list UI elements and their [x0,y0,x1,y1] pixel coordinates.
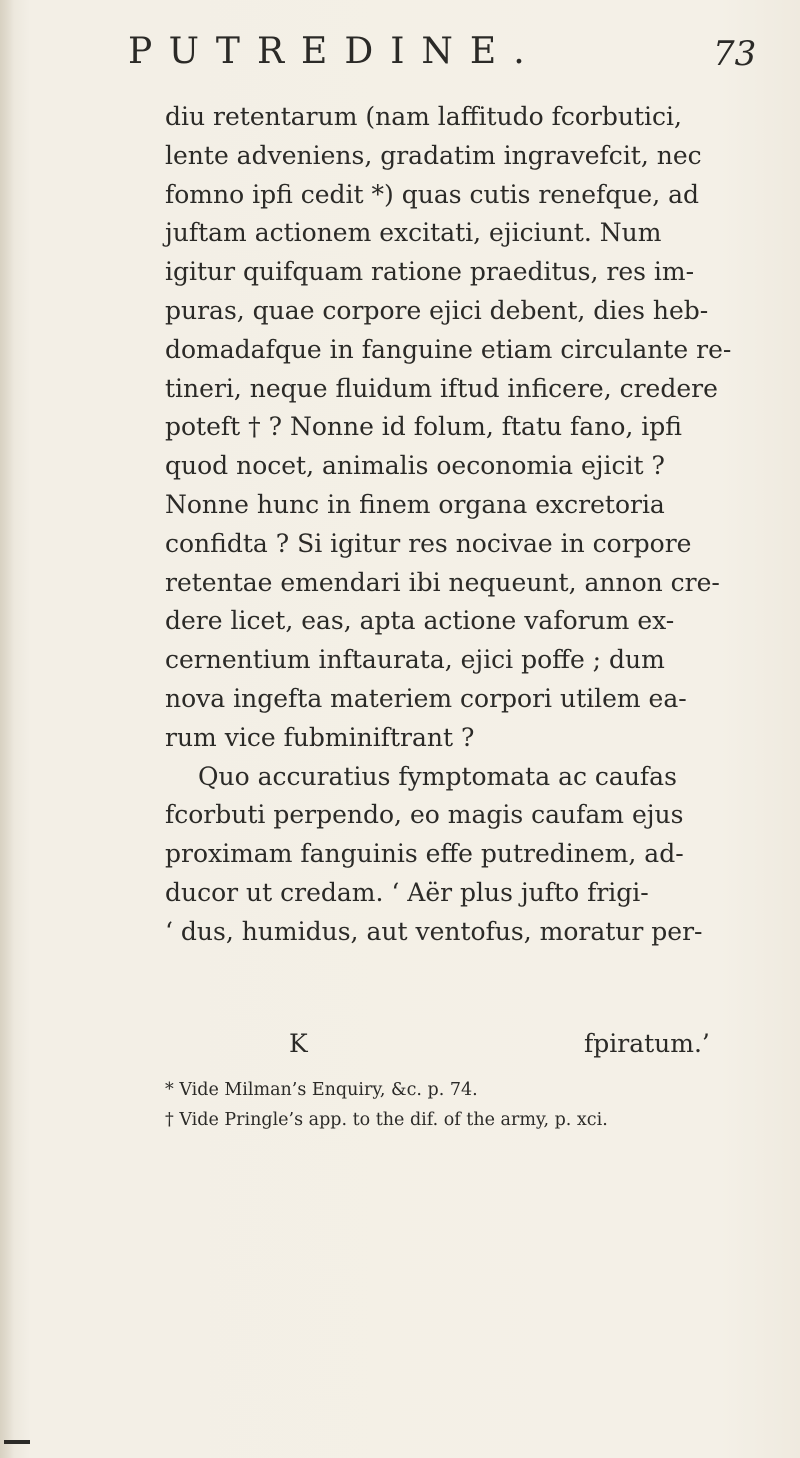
page-edge-shadow [0,0,14,1458]
running-head: PUTREDINE. [128,31,542,72]
text-line: igitur quifquam ratione praeditus, res im- [165,257,695,287]
text-line: fcorbuti perpendo, eo magis caufam ejus [165,800,684,830]
catchword: fpiratum.’ [584,1029,710,1058]
text-line: diu retentarum (nam laffitudo fcorbutici, [165,102,682,131]
text-line: Nonne hunc in finem organa excretoria [165,489,665,519]
text-line: ducor ut credam. ‘ Aër plus jufto frigi- [165,877,649,907]
body-text [165,98,765,990]
text-line: nova ingefta materiem corpori utilem ea- [165,683,687,713]
text-line: fomno ipfi cedit *) quas cutis renefque, ad [165,179,700,209]
footnote: * Vide Milman’s Enquiry, &c. p. 74. [165,1080,478,1100]
page-header [0,30,800,80]
text-line: dere licet, eas, apta actione vaforum ex- [165,606,675,636]
paragraph-start-line: Quo accuratius fymptomata ac caufas [198,761,677,791]
footnote: † Vide Pringle’s app. to the dif. of the army, p. xci. [165,1110,608,1130]
text-line [165,952,765,991]
page-number: 73 [713,34,757,74]
text-line: cernentium inftaurata, ejici poffe ; dum [165,645,665,675]
text-line: domadafque in fanguine etiam circulante re- [165,334,732,364]
text-line: puras, quae corpore ejici debent, dies heb- [165,295,709,325]
text-line: juftam actionem excitati, ejiciunt. Num [165,218,662,248]
binding-mark [4,1440,30,1444]
text-line: retentae emendari ibi nequeunt, annon cre- [165,567,720,597]
text-line: poteft † ? Nonne id folum, ftatu fano, ipfi [165,412,682,442]
text-line: ‘ dus, humidus, aut ventofus, moratur per- [165,916,703,946]
text-line: proximam fanguinis effe putredinem, ad- [165,839,684,869]
text-line: lente adveniens, gradatim ingravefcit, nec [165,140,702,170]
catchline [165,1025,765,1063]
text-line: rum vice fubminiftrant ? [165,722,475,752]
text-line: tineri, neque fluidum iftud inficere, credere [165,373,718,403]
footnotes [165,1075,765,1135]
signature-mark: K [289,1029,308,1058]
text-line: confidta ? Si igitur res nocivae in corpore [165,528,692,558]
text-line: quod nocet, animalis oeconomia ejicit ? [165,451,665,481]
